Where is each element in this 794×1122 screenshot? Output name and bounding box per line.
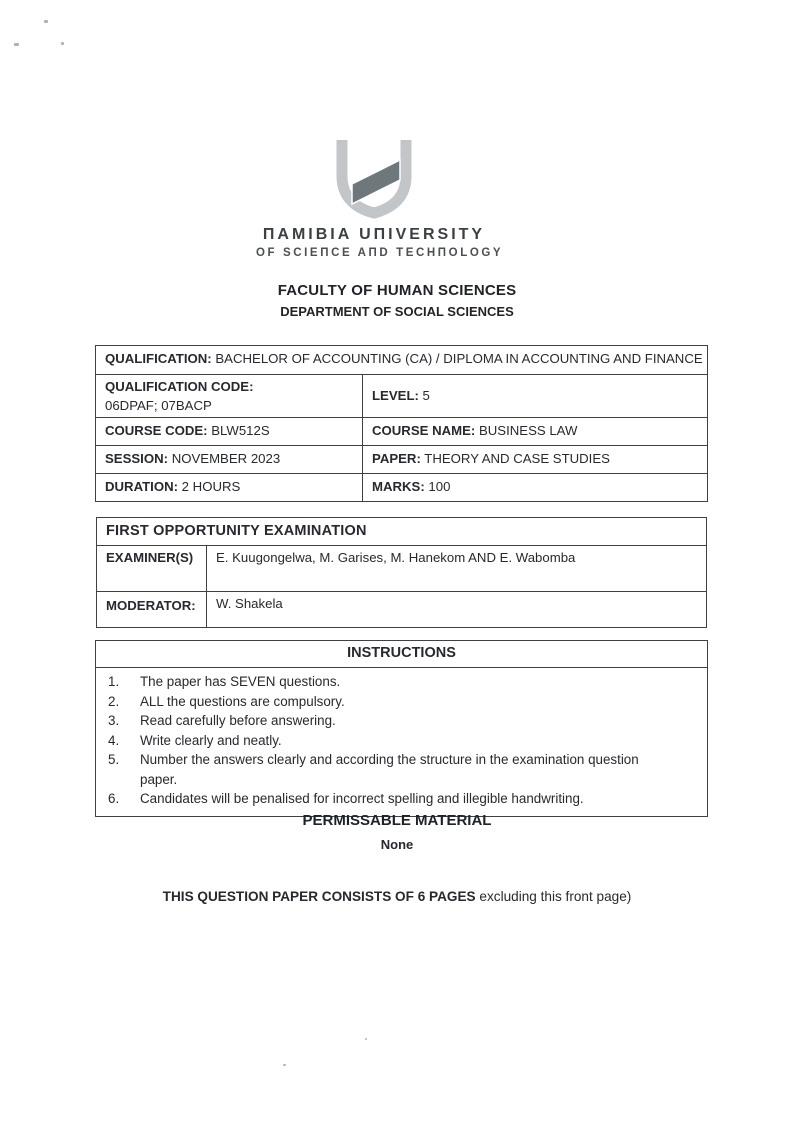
course-code-cell — [96, 418, 363, 445]
instruction-number: 6. — [108, 791, 120, 806]
course-name-label: COURSE NAME: — [372, 423, 476, 439]
moderator-label: MODERATOR: — [97, 592, 207, 627]
course-code-label: COURSE CODE: — [105, 423, 208, 439]
marks-label: MARKS: — [372, 479, 425, 495]
instruction-text: Write clearly and neatly. — [140, 732, 282, 748]
department-heading: DEPARTMENT OF SOCIAL SCIENCES — [280, 304, 514, 319]
level-value: 5 — [418, 387, 430, 403]
level-label: LEVEL: — [372, 387, 419, 403]
session-value: NOVEMBER 2023 — [168, 451, 281, 467]
moderator-value: W. Shakela — [216, 596, 283, 611]
qualification-cell — [96, 346, 712, 374]
instructions-title: INSTRUCTIONS — [96, 641, 707, 668]
page-count-bold: THIS QUESTION PAPER CONSISTS OF 6 PAGES — [162, 889, 476, 904]
course-code-value: BLW512S — [207, 423, 270, 439]
qualification-label: QUALIFICATION: — [105, 351, 212, 366]
qualification-code-value: 06DPAF; 07BACP — [105, 397, 212, 413]
paper-label: PAPER: — [372, 451, 421, 467]
examiner-value: E. Kuugongelwa, M. Garises, M. Hanekom AND E. Wabomba — [216, 550, 576, 565]
instruction-item — [102, 711, 697, 731]
instruction-text: The paper has SEVEN questions. — [140, 674, 341, 689]
instructions-table — [95, 640, 708, 817]
instruction-number: 3. — [108, 713, 120, 728]
page-count-regular: excluding this front page) — [475, 889, 632, 904]
nust-shield-icon — [304, 138, 444, 220]
qualification-value: BACHELOR OF ACCOUNTING (CA) / DIPLOMA IN ACCOUNTING AND FINANCE — [211, 351, 703, 366]
marks-cell — [363, 474, 707, 501]
instruction-number: 2. — [108, 693, 120, 709]
duration-cell — [96, 474, 363, 501]
course-name-cell — [363, 418, 707, 445]
course-info-table — [95, 345, 708, 502]
instruction-text: Candidates will be penalised for incorrect spelling and illegible handwriting. — [140, 791, 584, 806]
scan-speck — [61, 42, 64, 45]
duration-value: 2 HOURS — [178, 479, 241, 495]
permissible-material-value: None — [380, 837, 414, 852]
qualification-code-cell — [96, 375, 363, 417]
instruction-number: 1. — [108, 674, 120, 689]
scan-speck — [365, 1038, 367, 1040]
duration-label: DURATION: — [105, 479, 179, 495]
session-cell — [96, 446, 363, 473]
instruction-text: Number the answers clearly and according the structure in the examination question paper. — [140, 752, 639, 787]
session-label: SESSION: — [105, 451, 169, 467]
instruction-number: 4. — [108, 732, 120, 748]
page-count-note — [0, 889, 794, 904]
university-logo — [256, 138, 504, 259]
scan-speck — [14, 43, 19, 46]
instruction-item — [102, 789, 697, 809]
instruction-number: 5. — [108, 752, 120, 767]
examiner-label: EXAMINER(S) — [97, 546, 207, 591]
qualification-code-label: QUALIFICATION CODE: — [105, 379, 254, 394]
scan-speck — [283, 1064, 286, 1066]
marks-value: 100 — [424, 479, 451, 495]
faculty-heading: FACULTY OF HUMAN SCIENCES — [277, 282, 517, 299]
university-tagline: OF SCIEПCE AПD TECHПOLOGY — [256, 247, 504, 259]
instruction-item — [102, 672, 697, 692]
instruction-item — [102, 731, 697, 751]
permissible-material-title: PERMISSABLE MATERIAL — [302, 812, 492, 829]
exam-title: FIRST OPPORTUNITY EXAMINATION — [106, 523, 367, 539]
level-cell — [363, 375, 707, 417]
paper-value: THEORY AND CASE STUDIES — [420, 451, 610, 467]
instructions-list — [96, 668, 707, 816]
examination-table — [96, 517, 707, 628]
paper-cell — [363, 446, 707, 473]
instruction-item — [102, 750, 697, 789]
instruction-item — [102, 692, 697, 712]
scan-speck — [44, 20, 48, 23]
instruction-text: Read carefully before answering. — [140, 713, 336, 728]
university-name: ПAMIBIA UПIVERSITY — [262, 226, 486, 243]
course-name-value: BUSINESS LAW — [475, 423, 578, 439]
instruction-text: ALL the questions are compulsory. — [140, 693, 345, 709]
